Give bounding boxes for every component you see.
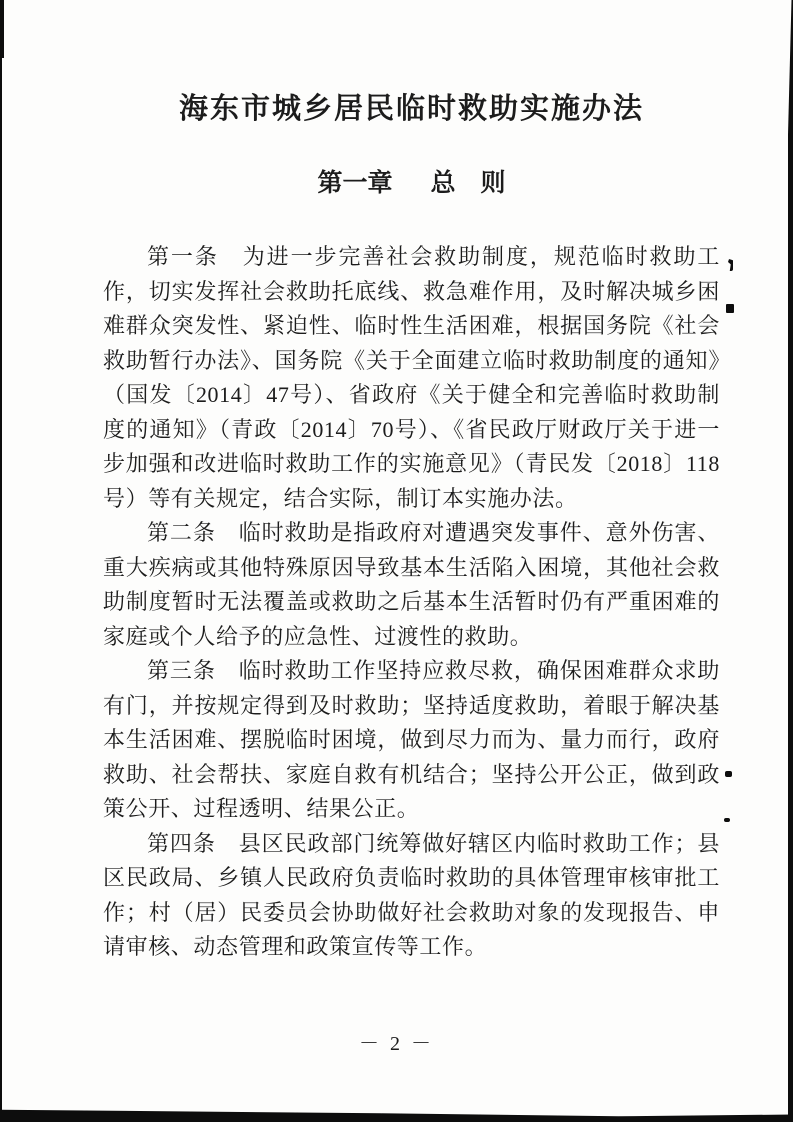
- body-paragraph-article-1: 第一条 为进一步完善社会救助制度，规范临时救助工作，切实发挥社会救助托底线、救急难作用，及时解决城乡困难群众突发性、紧迫性、临时性生活困难，根据国务院《社会救助暂行办法》、国务院《关于全面建立临时救助制度的通知》（国发〔2014〕47号）、省政府《关于健全和完善临时救助制度的通知》（青政〔2014〕70号）、《省民政厅财政厅关于进一步加强和改进临时救助工作的实施意见》（青民发〔2018〕118号）等有关规定，结合实际，制订本实施办法。: [103, 244, 720, 511]
- document-body: [103, 240, 720, 965]
- scan-edge-bottom: [0, 1107, 793, 1122]
- chapter-number: 第一章: [317, 169, 393, 197]
- chapter-heading: [103, 166, 720, 200]
- body-paragraph-article-2: 第二条 临时救助是指政府对遭遇突发事件、意外伤害、重大疾病或其他特殊原因导致基本生活陷入困境，其他社会救助制度暂时无法覆盖或救助之后基本生活暂时仍有严重困难的家庭或个人给予的应急性、过渡性的救助。: [103, 520, 720, 649]
- chapter-title: 总 则: [430, 169, 506, 197]
- document-title: 海东市城乡居民临时救助实施办法: [178, 93, 644, 125]
- page-number: － 2 －: [359, 1033, 434, 1055]
- body-paragraph-article-4: 第四条 县区民政部门统筹做好辖区内临时救助工作；县区民政局、乡镇人民政府负责临时救助的具体管理审核审批工作；村（居）民委员会协助做好社会救助对象的发现报告、申请审核、动态管理和政策宣传等工作。: [103, 830, 720, 959]
- body-paragraph-article-3: 第三条 临时救助工作坚持应救尽救，确保困难群众求助有门，并按规定得到及时救助；坚持适度救助，着眼于解决基本生活困难、摆脱临时困境，做到尽力而为、量力而行，政府救助、社会帮扶、家庭自救有机结合；坚持公开公正，做到政策公开、过程透明、结果公正。: [103, 658, 720, 821]
